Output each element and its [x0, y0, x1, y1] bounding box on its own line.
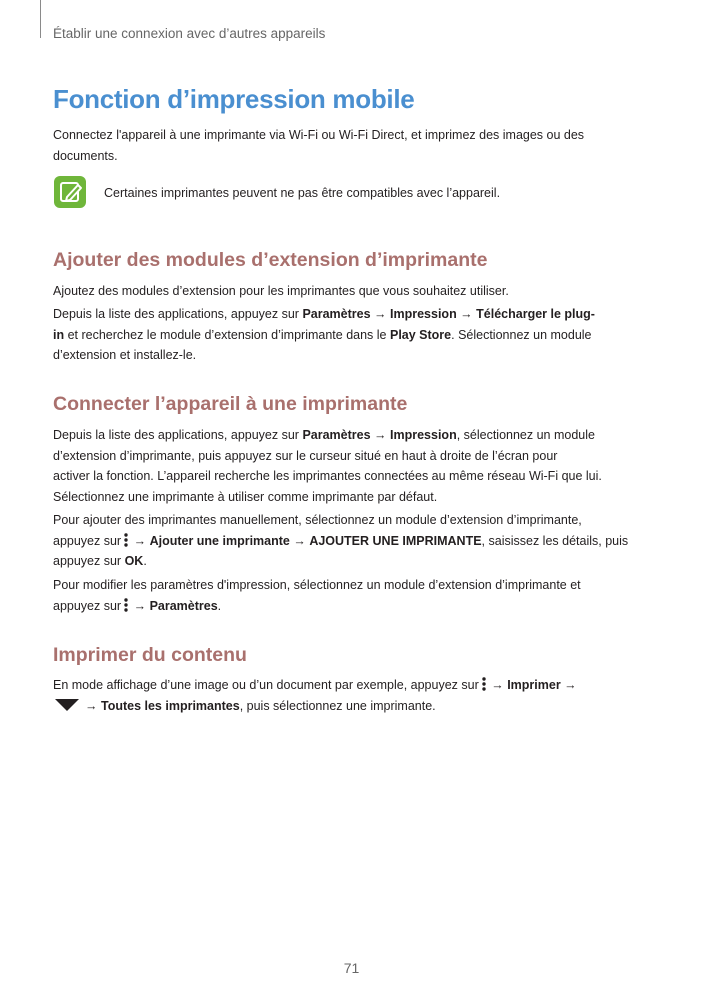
connect-paragraph-1: Depuis la liste des applications, appuyez sur Paramètres → Impression, sélectionnez un module d’extension d’imprimante, puis appuyez sur le curseur situé en haut à droite de l’écran pour activer la fonction. L’appareil recherche les imprimantes connectées au même réseau Wi-Fi que lui. Sélectionnez une imprimante à utiliser comme imprimante par défaut. [53, 428, 602, 504]
page-title: Fonction d’impression mobile [53, 84, 415, 114]
header-divider [40, 0, 41, 38]
section-heading-print: Imprimer du contenu [53, 644, 247, 666]
plugins-paragraph-1: Ajoutez des modules d’extension pour les imprimantes que vous souhaitez utiliser. [53, 284, 509, 298]
print-paragraph-1: En mode affichage d’une image ou d’un document par exemple, appuyez sur → Imprimer → → Toutes les imprimantes, puis sélectionnez une imprimante. [53, 678, 577, 713]
connect-paragraph-2: Pour ajouter des imprimantes manuellement, sélectionnez un module d’extension d’imprimante, appuyez sur → Ajouter une imprimante → AJOUTER UNE IMPRIMANTE, saisissez les détails, puis appuyez sur OK. [53, 513, 629, 568]
more-options-icon [482, 677, 486, 691]
section-heading-connect: Connecter l’appareil à une imprimante [53, 393, 408, 415]
page-number: 71 [343, 960, 360, 976]
note-pencil-icon [54, 176, 86, 208]
more-options-icon [124, 598, 128, 612]
section-heading-plugins: Ajouter des modules d’extension d’imprimante [53, 249, 488, 271]
note-text: Certaines imprimantes peuvent ne pas être compatibles avec l’appareil. [104, 186, 501, 200]
intro-paragraph: Connectez l'appareil à une imprimante via Wi-Fi ou Wi-Fi Direct, et imprimez des images ou des documents. [53, 128, 585, 163]
more-options-icon [124, 533, 128, 547]
dropdown-triangle-icon [55, 699, 79, 711]
plugins-paragraph-2: Depuis la liste des applications, appuyez sur Paramètres → Impression → Télécharger le plug- in et recherchez le module d’extension d’imprimante dans le Play Store. Sélectionnez un module d’extension et installez-le. [53, 307, 595, 362]
section-header: Établir une connexion avec d’autres appareils [53, 26, 326, 41]
connect-paragraph-3: Pour modifier les paramètres d'impression, sélectionnez un module d’extension d’imprimante et appuyez sur → Paramètres. [53, 578, 581, 613]
